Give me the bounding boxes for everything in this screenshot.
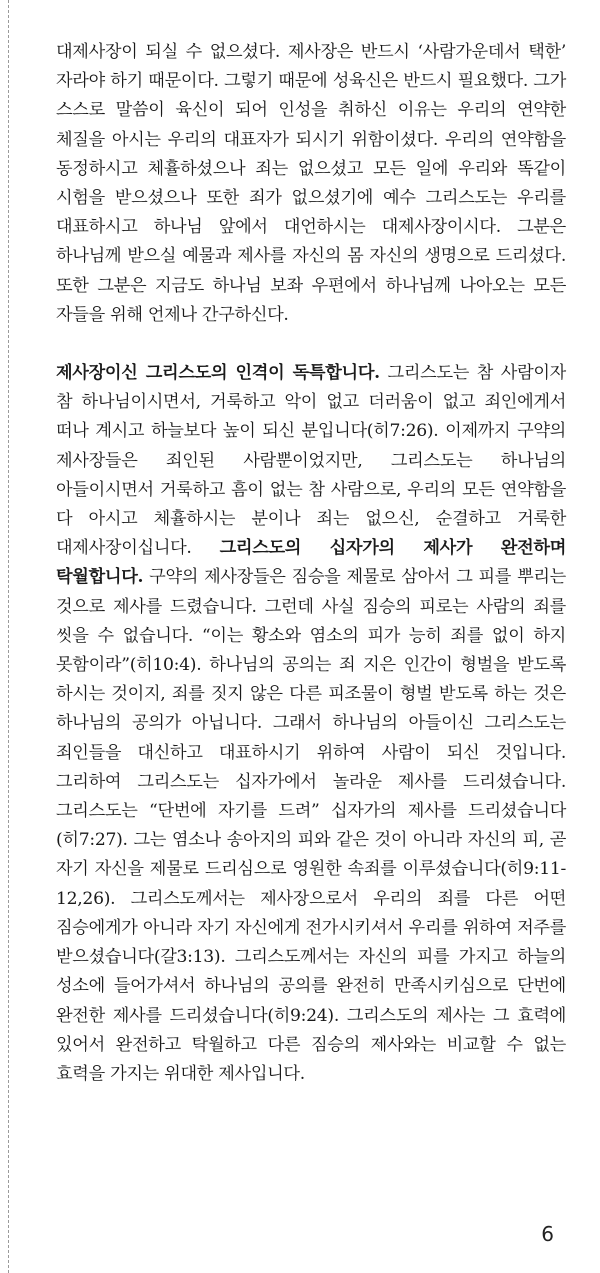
page-edge-dashed-line <box>8 0 9 1273</box>
paragraph-2-heading-1: 제사장이신 그리스도의 인격이 독특합니다. <box>56 363 380 384</box>
paragraph-2-text-1: 그리스도는 참 사람이자 참 하나님이시면서, 거룩하고 악이 없고 더러움이 없고 죄인에게서 떠나 계시고 하늘보다 높이 되신 분입니다(히7:26). 이제까지 구약의 제사장들은 죄인된 사람뿐이었지만, 그리스도는 하나님의 아들이시면서 거룩하고 흠이 없는 참 사람으로, 우리의 모든 연약함을 다 아시고 체휼하시는 분이나 죄는 없으신, 순결하고 거룩한 대제사장이십니다. <box>56 363 566 559</box>
paragraph-2-heading-2: 그리스도의 십자가의 제사가 완전하며 탁월합니다. <box>56 538 566 588</box>
paragraph-2 <box>56 359 566 1089</box>
paragraph-1: 대제사장이 되실 수 없으셨다. 제사장은 반드시 ‘사람가운데서 택한’ 자라야 하기 때문이다. 그렇기 때문에 성육신은 반드시 필요했다. 그가 스스로 말씀이 육신이 되어 인성을 취하신 이유는 우리의 연약한 체질을 아시는 우리의 대표자가 되시기 위함이셨다. 우리의 연약함을 동정하시고 체휼하셨으나 죄는 없으셨고 모든 일에 우리와 똑같이 시험을 받으셨으나 또한 죄가 없으셨기에 예수 그리스도는 우리를 대표하시고 하나님 앞에서 대언하시는 대제사장이시다. 그분은 하나님께 받으실 예물과 제사를 자신의 몸 자신의 생명으로 드리셨다. 또한 그분은 지금도 하나님 보좌 우편에서 하나님께 나아오는 모든 자들을 위해 언제나 간구하신다. <box>56 42 566 325</box>
page-body <box>56 38 566 1089</box>
page-number: 6 <box>541 1222 554 1246</box>
paragraph-2-text-2: 구약의 제사장들은 짐승을 제물로 삼아서 그 피를 뿌리는 것으로 제사를 드렸습니다. 그런데 사실 짐승의 피로는 사람의 죄를 씻을 수 없습니다. “이는 황소와 염소의 피가 능히 죄를 없이 하지 못함이라”(히10:4). 하나님의 공의는 죄 지은 인간이 형벌을 받도록 하시는 것이지, 죄를 짓지 않은 다른 피조물이 형벌 받도록 하는 것은 하나님의 공의가 아닙니다. 그래서 하나님의 아들이신 그리스도는 죄인들을 대신하고 대표하시기 위하여 사람이 되신 것입니다. 그리하여 그리스도는 십자가에서 놀라운 제사를 드리셨습니다. 그리스도는 “단번에 자기를 드려” 십자가의 제사를 드리셨습니다(히7:27). 그는 염소나 송아지의 피와 같은 것이 아니라 자신의 피, 곧 자기 자신을 제물로 드리심으로 영원한 속죄를 이루셨습니다(히9:11-12,26). 그리스도께서는 제사장으로서 우리의 죄를 다른 어떤 짐승에게가 아니라 자기 자신에게 전가시키셔서 우리를 위하여 저주를 받으셨습니다(갈3:13). 그리스도께서는 자신의 피를 가지고 하늘의 성소에 들어가셔서 하나님의 공의를 완전히 만족시키심으로 단번에 완전한 제사를 드리셨습니다(히9:24). 그리스도의 제사는 그 효력에 있어서 완전하고 탁월하고 다른 짐승의 제사와는 비교할 수 없는 효력을 가지는 위대한 제사입니다. <box>56 567 566 1084</box>
